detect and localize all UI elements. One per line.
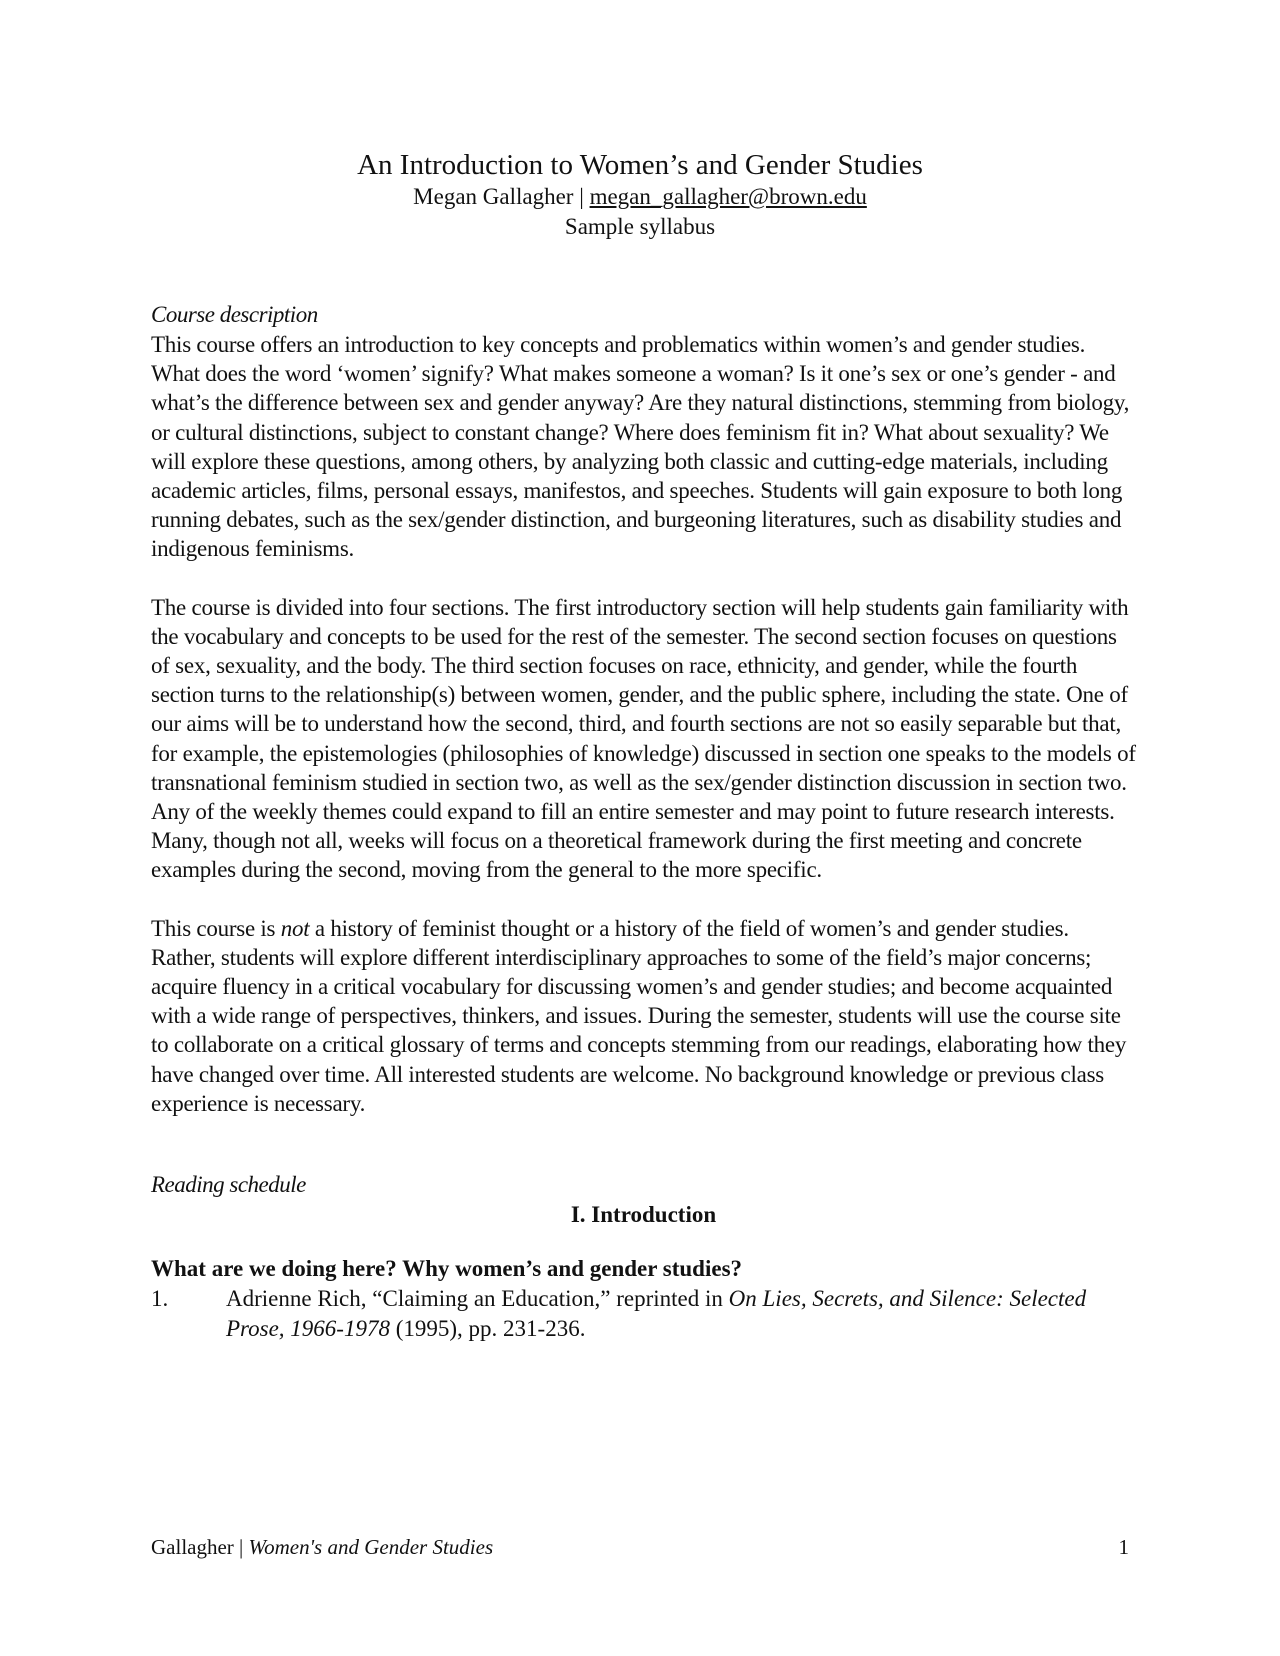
document-header [0,148,1280,242]
footer-separator: | [233,1535,249,1559]
paragraph-3-start: This course is [151,915,281,941]
course-description-label: Course description [151,302,318,327]
reading-schedule-label: Reading schedule [151,1172,306,1198]
page-footer [151,1533,1129,1561]
footer-course: Women's and Gender Studies [248,1535,494,1559]
author-email-link[interactable]: megan_gallagher@brown.edu [589,184,867,209]
course-description-paragraph-3 [151,914,1136,1118]
reading-citation-start: Adrienne Rich, “Claiming an Education,” reprinted in [226,1286,729,1312]
author-line [0,182,1280,212]
author-name: Megan Gallagher [413,184,574,209]
week-heading: What are we doing here? Why women’s and gender studies? [151,1256,743,1282]
course-description-paragraph-2: The course is divided into four sections. The first introductory section will help students gain familiarity with the vocabulary and concepts to be used for the rest of the semester. The second section focuses on questions of sex, sexuality, and the body. The third section focuses on race, ethnicity, and gender, while the fourth section turns to the relationship(s) between women, gender, and the public sphere, including the state. One of our aims will be to understand how the second, third, and fourth sections are not so easily separable but that, for example, the epistemologies (philosophies of knowledge) discussed in section one speaks to the models of transnational feminism studied in section two, as well as the sex/gender distinction discussion in section two. Any of the weekly themes could expand to fill an entire semester and may point to future research interests. Many, though not all, weeks will focus on a theoretical framework during the first meeting and concrete examples during the second, moving from the general to the more specific. [151,594,1136,883]
page-number: 1 [1118,1535,1129,1559]
reading-item [151,1284,1136,1344]
section-heading-introduction: I. Introduction [570,1202,717,1228]
document-body [151,300,1136,1344]
reading-book-title: On Lies, Secrets, and Silence: Selected Prose, 1966-1978 [226,1286,1087,1342]
paragraph-3-emphasis: not [280,915,310,941]
document-title: An Introduction to Women’s and Gender Studies [357,149,923,181]
reading-item-text [226,1284,1136,1344]
course-description-paragraph-1: This course offers an introduction to key concepts and problematics within women’s and gender studies. What does the word ‘women’ signify? What makes someone a woman? Is it one’s sex or one’s gender - and what’s the difference between sex and gender anyway? Are they natural distinctions, stemming from biology, or cultural distinctions, subject to constant change? Where does feminism fit in? What about sexuality? We will explore these questions, among others, by analyzing both classic and cutting-edge materials, including academic articles, films, personal essays, manifestos, and speeches. Students will gain exposure to both long running debates, such as the sex/gender distinction, and burgeoning literatures, such as disability studies and indigenous feminisms. [151,332,1130,562]
footer-left [151,1533,493,1561]
reading-citation-end: (1995), pp. 231-236. [389,1316,586,1342]
footer-author: Gallagher [151,1535,234,1559]
reading-item-number: 1. [151,1286,169,1312]
paragraph-3-rest: a history of feminist thought or a history of the field of women’s and gender studies. Rather, students will explore different interdisciplinary approaches to some of the field’s major concerns; acquire fluency in a critical vocabulary for discussing women’s and gender studies; and become acquainted with a wide range of perspectives, thinkers, and issues. During the semester, students will use the course site to collaborate on a critical glossary of terms and concepts stemming from our readings, elaborating how they have changed over time. All interested students are welcome. No background knowledge or previous class experience is necessary. [151,915,1127,1116]
document-subtitle: Sample syllabus [564,214,716,239]
author-separator: | [573,184,590,209]
